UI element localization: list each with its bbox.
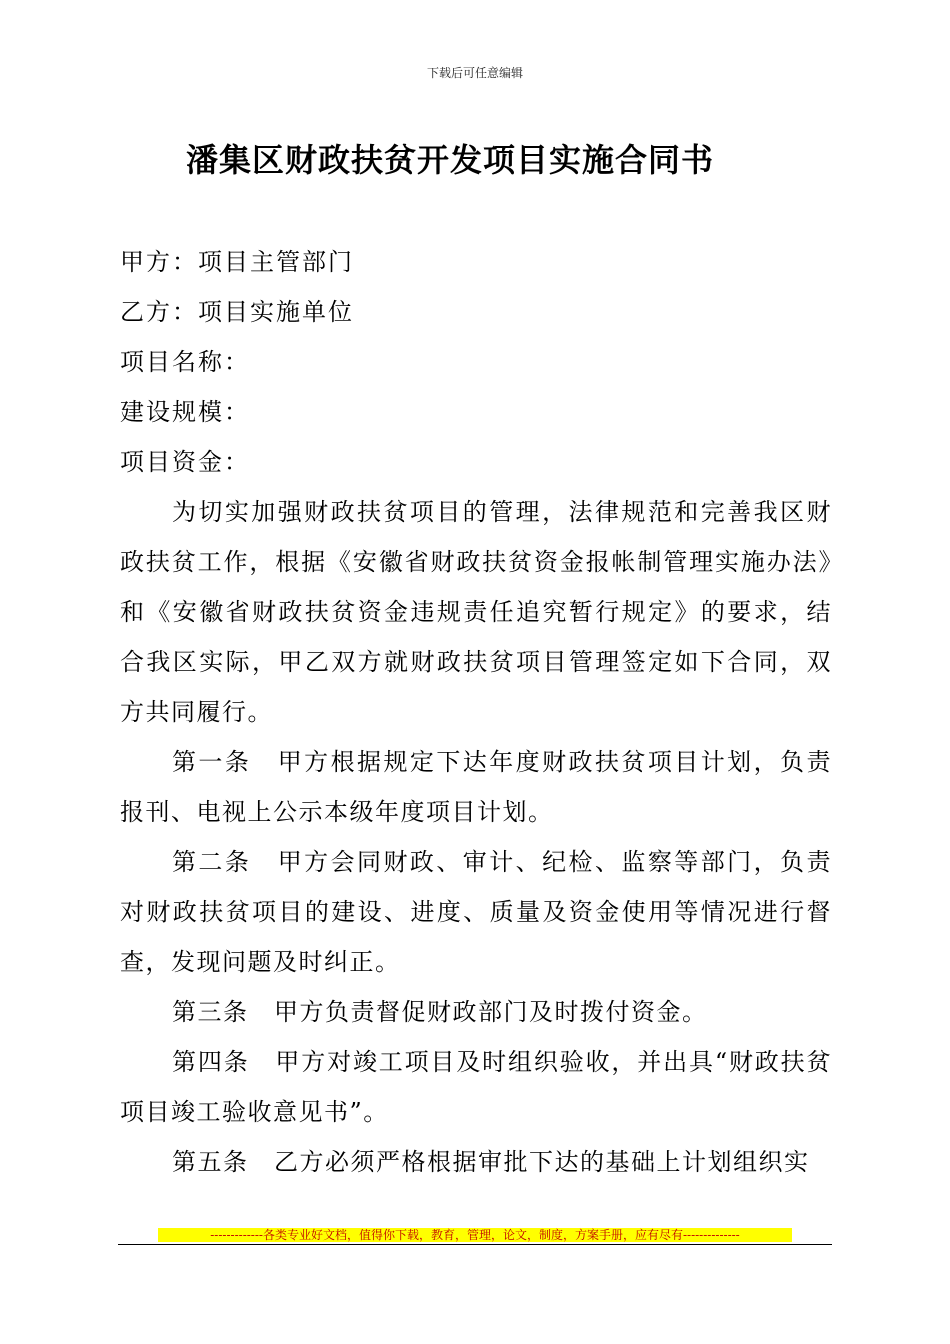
field-project-name: 项目名称： xyxy=(120,348,250,376)
field-party-b: 乙方：项目实施单位 xyxy=(120,298,354,326)
paragraph-article-4: 第四条 甲方对竣工项目及时组织验收，并出具“财政扶贫项目竣工验收意见书”。 xyxy=(120,1048,832,1126)
footer-divider xyxy=(118,1244,832,1245)
paragraph-article-2: 第二条 甲方会同财政、审计、纪检、监察等部门，负责对财政扶贫项目的建设、进度、质量及资金使用等情况进行督查，发现问题及时纠正。 xyxy=(120,848,832,976)
document-title: 潘集区财政扶贫开发项目实施合同书 xyxy=(185,141,714,179)
paragraph-article-3: 第三条 甲方负责督促财政部门及时拨付资金。 xyxy=(172,998,708,1026)
field-construction-scale: 建设规模： xyxy=(120,398,250,426)
paragraph-article-5: 第五条 乙方必须严格根据审批下达的基础上计划组织实 xyxy=(172,1148,810,1176)
page-header-note: 下载后可任意编辑 xyxy=(426,66,523,80)
paragraph-article-1: 第一条 甲方根据规定下达年度财政扶贫项目计划，负责报刊、电视上公示本级年度项目计划。 xyxy=(120,748,832,826)
field-project-funds: 项目资金： xyxy=(120,448,250,476)
paragraph-preamble: 为切实加强财政扶贫项目的管理，法律规范和完善我区财政扶贫工作，根据《安徽省财政扶贫资金报帐制管理实施办法》和《安徽省财政扶贫资金违规责任追究暂行规定》的要求，结合我区实际，甲乙双方就财政扶贫项目管理签定如下合同，双方共同履行。 xyxy=(120,498,832,726)
field-party-a: 甲方：项目主管部门 xyxy=(120,248,354,276)
footer-banner: -------------各类专业好文档，值得你下载，教育，管理，论文，制度，方案手册，应有尽有-------------- xyxy=(158,1228,792,1242)
